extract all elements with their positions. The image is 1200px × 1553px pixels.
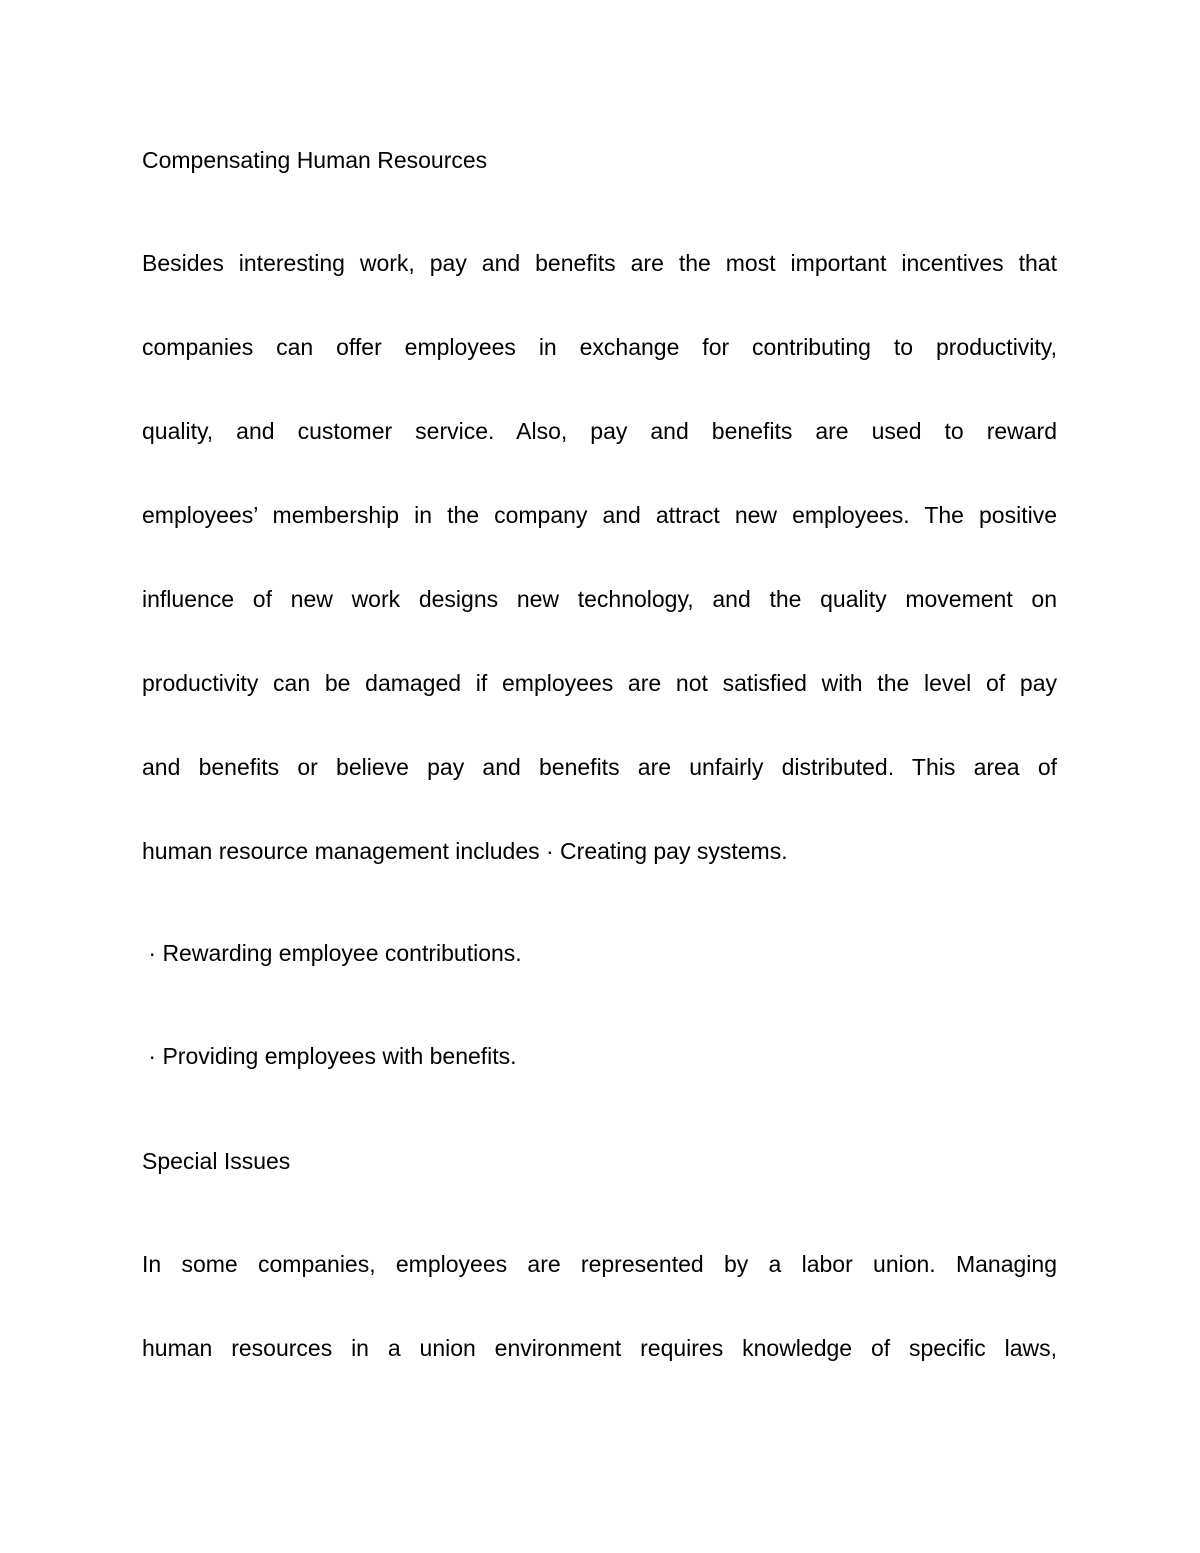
section-title-compensating: Compensating Human Resources	[142, 147, 488, 173]
section-title-special-issues: Special Issues	[142, 1148, 291, 1174]
paragraph-line: quality, and customer service. Also, pay and benefits are used to reward	[142, 418, 1057, 444]
paragraph-line: human resource management includes · Creating pay systems.	[142, 838, 788, 864]
bullet-item-benefits: · Providing employees with benefits.	[142, 1043, 517, 1069]
paragraph-line: employees’ membership in the company and attract new employees. The positive	[142, 502, 1057, 528]
paragraph-line: In some companies, employees are represented by a labor union. Managing	[142, 1251, 1057, 1277]
paragraph-special-issues	[142, 1249, 1057, 1417]
bullet-item-rewarding: · Rewarding employee contributions.	[142, 940, 522, 966]
paragraph-line: and benefits or believe pay and benefits are unfairly distributed. This area of	[142, 754, 1057, 780]
paragraph-line: Besides interesting work, pay and benefits are the most important incentives that	[142, 250, 1057, 276]
paragraph-line: companies can offer employees in exchange for contributing to productivity,	[142, 334, 1057, 360]
paragraph-line: influence of new work designs new technology, and the quality movement on	[142, 586, 1057, 612]
paragraph-line: human resources in a union environment requires knowledge of specific laws,	[142, 1335, 1057, 1361]
paragraph-line: productivity can be damaged if employees are not satisfied with the level of pay	[142, 670, 1057, 696]
paragraph-compensation	[142, 248, 1057, 920]
